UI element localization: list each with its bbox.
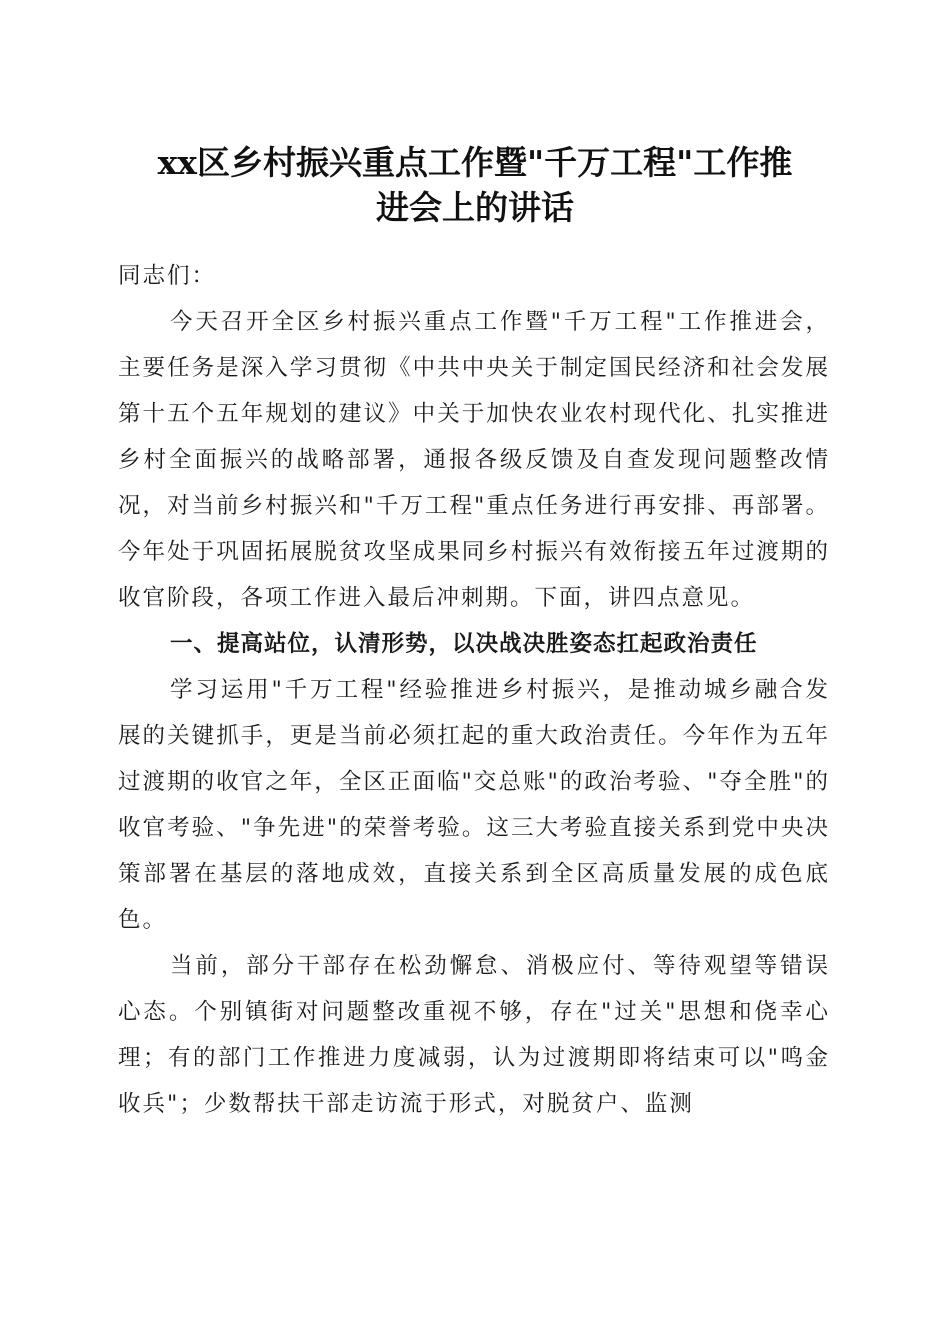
- paragraph-section1-2: 当前，部分干部存在松劲懈怠、消极应付、等待观望等错误心态。个别镇街对问题整改重视不够，存在"过关"思想和侥幸心理；有的部门工作推进力度减弱，认为过渡期即将结束可以"鸣金收兵"；少数帮扶干部走访流于形式，对脱贫户、监测: [118, 953, 830, 1117]
- document-body: [118, 253, 830, 1127]
- section-heading-1: 一、提高站位，认清形势，以决战决胜姿态扛起政治责任: [170, 631, 758, 657]
- title-line-1: xx区乡村振兴重点工作暨"千万工程"工作推: [157, 143, 793, 182]
- page-title: [100, 140, 850, 230]
- title-line-2: 进会上的讲话: [376, 188, 574, 227]
- greeting: 同志们：: [118, 263, 217, 289]
- paragraph-intro: 今天召开全区乡村振兴重点工作暨"千万工程"工作推进会，主要任务是深入学习贯彻《中共中央关于制定国民经济和社会发展第十五个五年规划的建议》中关于加快农业农村现代化、扎实推进乡村全面振兴的战略部署，通报各级反馈及自查发现问题整改情况，对当前乡村振兴和"千万工程"重点任务进行再安排、再部署。今年处于巩固拓展脱贫攻坚成果同乡村振兴有效衔接五年过渡期的收官阶段，各项工作进入最后冲刺期。下面，讲四点意见。: [118, 309, 830, 611]
- paragraph-section1-1: 学习运用"千万工程"经验推进乡村振兴，是推动城乡融合发展的关键抓手，更是当前必须扛起的重大政治责任。今年作为五年过渡期的收官之年，全区正面临"交总账"的政治考验、"夺全胜"的收官考验、"争先进"的荣誉考验。这三大考验直接关系到党中央决策部署在基层的落地成效，直接关系到全区高质量发展的成色底色。: [118, 677, 830, 933]
